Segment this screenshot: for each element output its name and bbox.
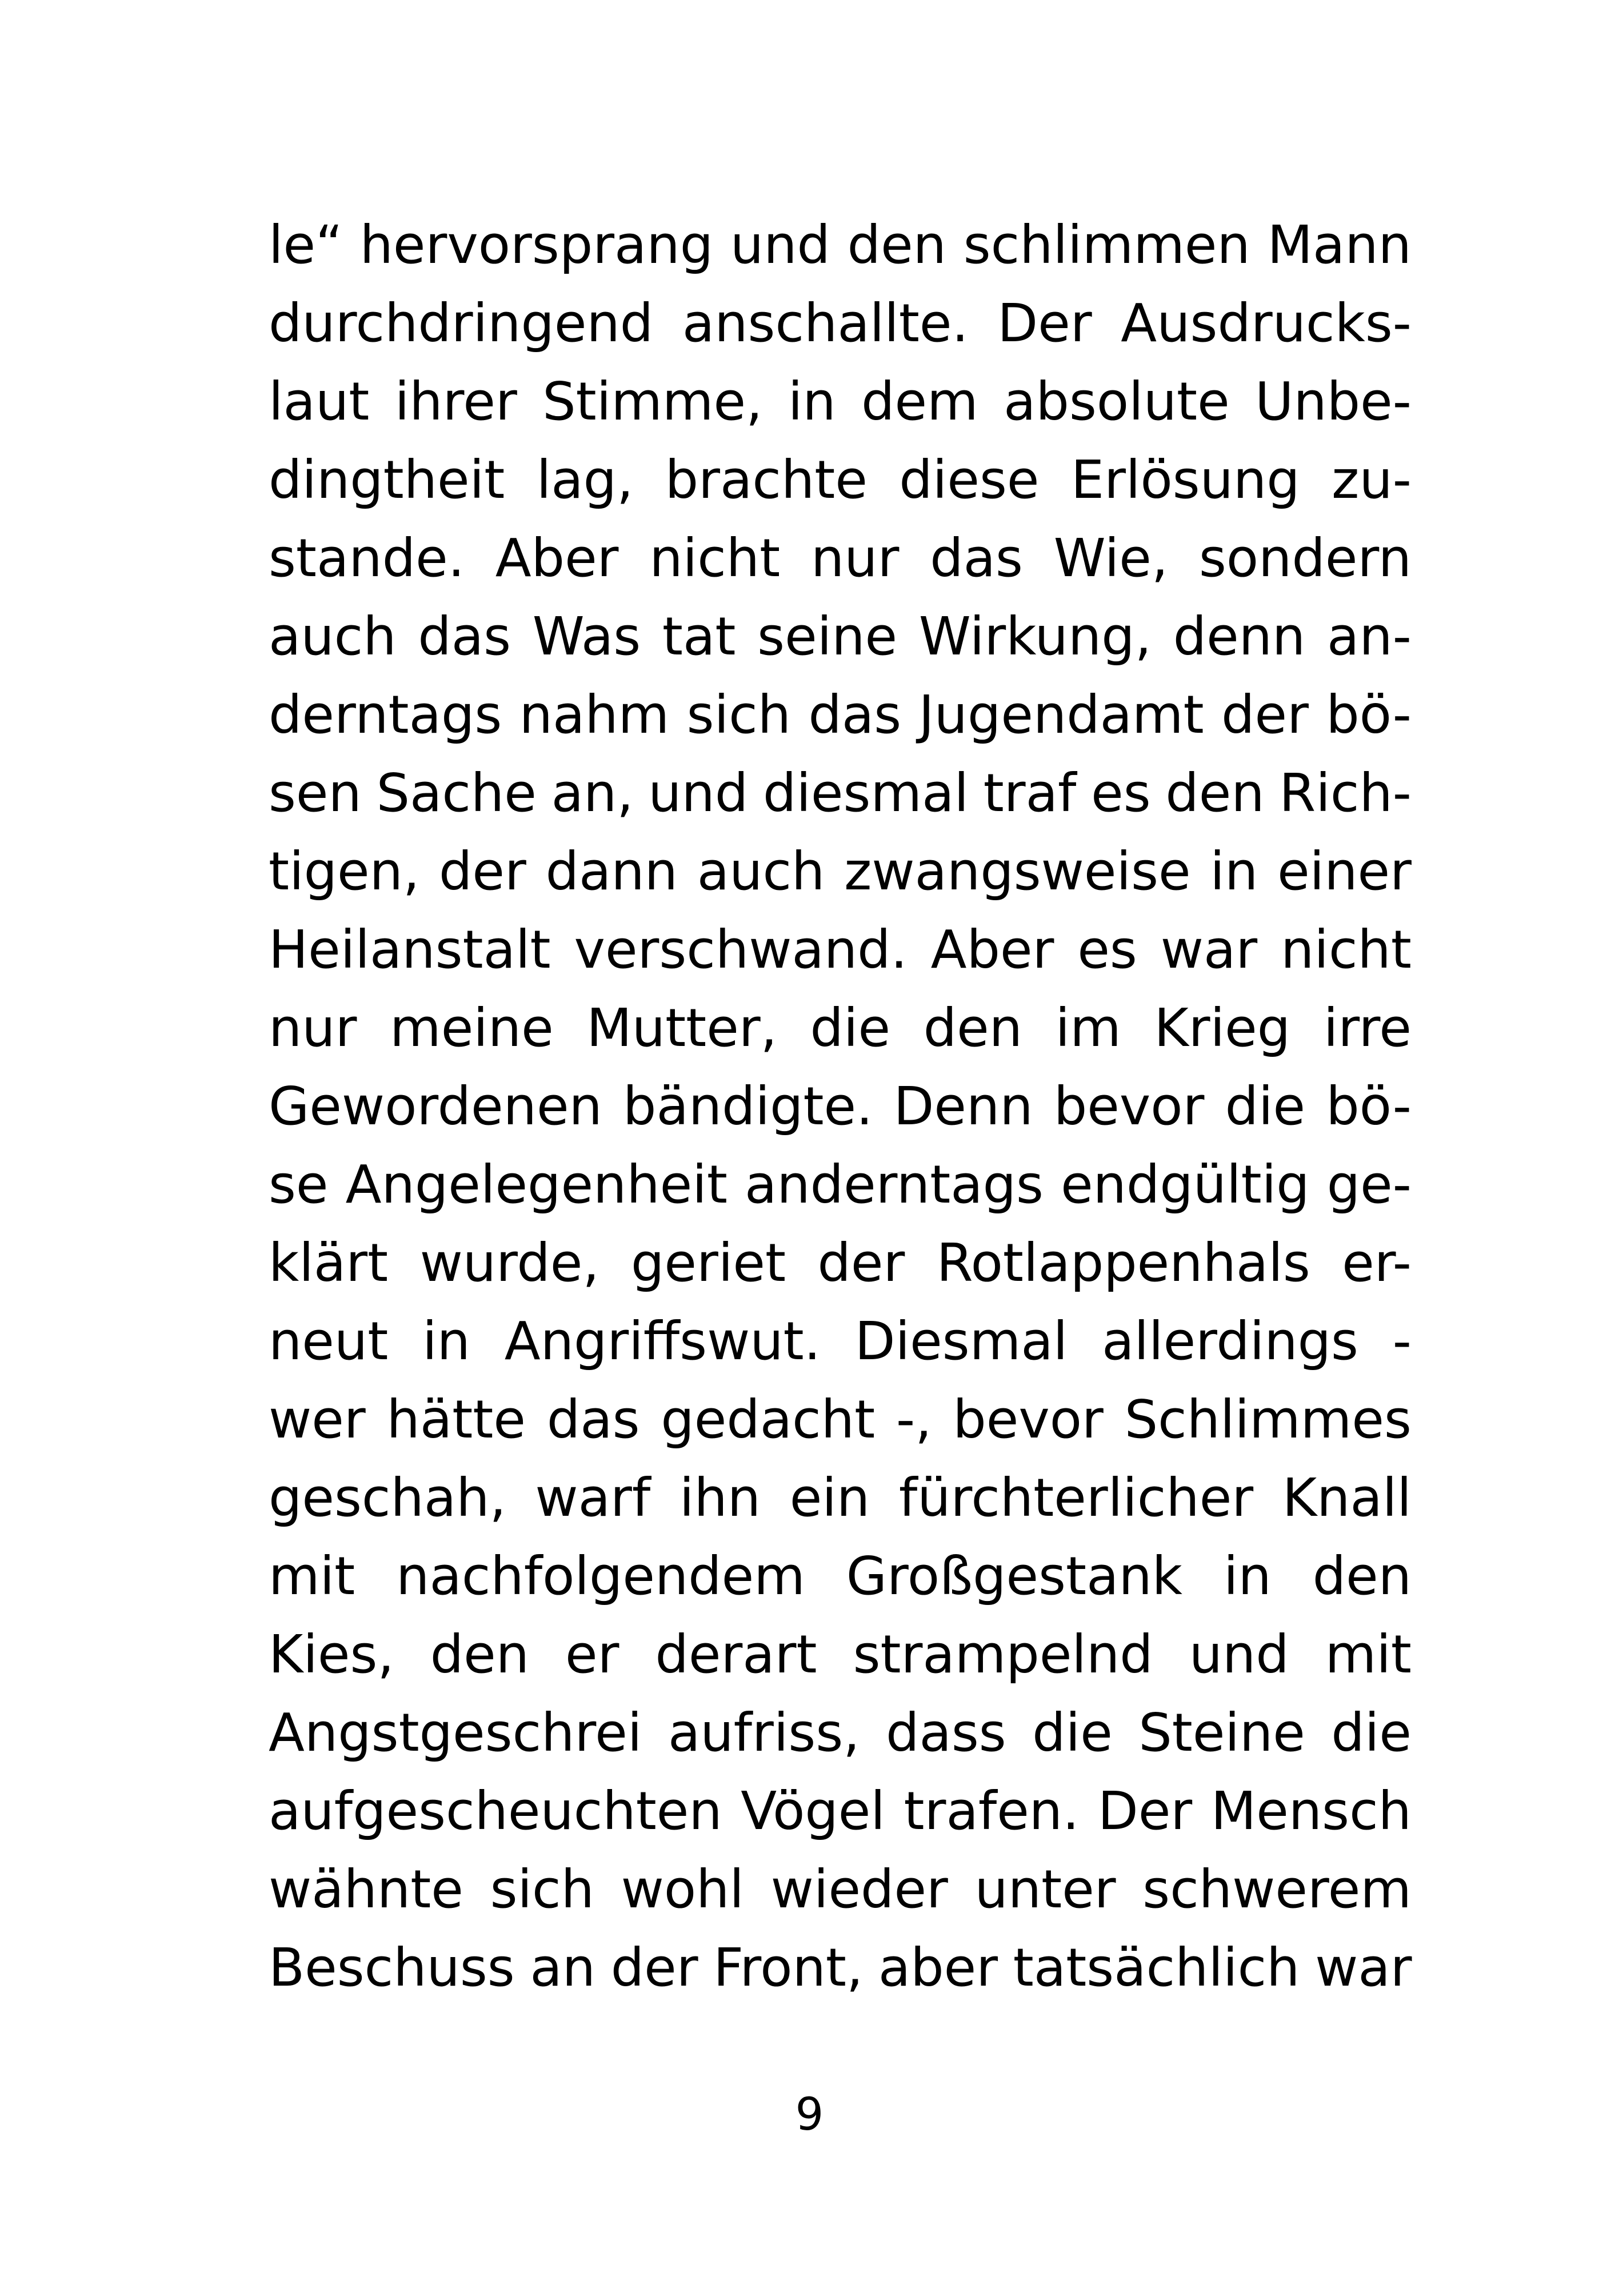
word: dass [886,1702,1006,1763]
word: die [1331,1702,1412,1763]
word: Kies, [269,1624,394,1685]
word: das [418,606,511,667]
word: Angstgeschrei [269,1702,642,1763]
word: an, [551,762,634,824]
word: aber [878,1937,998,1998]
word: le“ [269,214,343,275]
word: nicht [1281,919,1412,980]
word: Diesmal [854,1311,1068,1372]
word: im [1055,997,1121,1059]
word: Aber [930,919,1054,980]
word: in [1223,1546,1272,1607]
word: Unbe- [1255,371,1412,432]
text-line [269,597,1412,676]
word: den [430,1624,529,1685]
word: anderntags [745,1154,1044,1215]
word: tatsächlich [1013,1937,1300,1998]
word: und [1189,1624,1289,1685]
word: bö- [1326,1076,1412,1137]
word: Angelegenheit [345,1154,727,1215]
word: Ausdrucks- [1121,293,1412,354]
word: neut [269,1311,389,1372]
word: ein [789,1467,870,1528]
word: Krieg [1154,997,1291,1059]
word: dem [861,371,978,432]
word: den [1312,1546,1412,1607]
word: er [565,1624,619,1685]
text-line [269,1537,1412,1615]
word: Rotlappenhals [936,1232,1310,1293]
word: endgültig [1061,1154,1310,1215]
word: wohl [621,1859,744,1920]
word: der [1221,684,1309,745]
word: absolute [1004,371,1230,432]
word: Vögel [741,1780,885,1842]
word: Mann [1267,214,1412,275]
text-line [269,1380,1412,1459]
word: derart [655,1624,817,1685]
word: sich [490,1859,594,1920]
word: nachfolgendem [396,1546,805,1607]
word: Aber [495,528,619,589]
text-line [269,676,1412,754]
word: in [1210,841,1258,902]
word: hätte [386,1389,526,1450]
text-line [269,1694,1412,1772]
word: - [1392,1311,1412,1372]
word: Mensch [1210,1780,1412,1842]
word: nahm [519,684,670,745]
word: sondern [1198,528,1412,589]
word: aufriss, [667,1702,860,1763]
body-text [269,206,1412,2007]
word: der [610,1937,698,1998]
word: Wie, [1053,528,1169,589]
word: se [269,1154,329,1215]
text-line [269,1145,1412,1224]
word: diese [899,449,1040,510]
word: Knall [1282,1467,1412,1528]
word: gedacht [661,1389,876,1450]
word: an [530,1937,596,1998]
word: wurde, [419,1232,599,1293]
word: fürchterlicher [898,1467,1254,1528]
text-line [269,1772,1412,1850]
word: der [438,841,526,902]
word: geriet [631,1232,786,1293]
word: wieder [770,1859,948,1920]
word: tigen, [269,841,420,902]
word: der [817,1232,905,1293]
text-line [269,1067,1412,1145]
word: tat [662,606,736,667]
word: -, [896,1389,932,1450]
word: auch [269,606,397,667]
word: sen [269,762,362,824]
word: Stimme, [542,371,763,432]
text-line [269,284,1412,362]
text-line [269,362,1412,441]
word: mit [1325,1624,1412,1685]
word: Großgestank [846,1546,1183,1607]
word: an- [1327,606,1412,667]
word: Front, [713,1937,864,1998]
word: einer [1277,841,1412,902]
word: sich [686,684,791,745]
word: Mutter, [586,997,777,1059]
word: bevor [1053,1076,1205,1137]
text-line [269,519,1412,597]
word: trafen. [904,1780,1080,1842]
word: derntags [269,684,502,745]
word: den [1165,762,1265,824]
word: traf [983,762,1077,824]
word: meine [390,997,554,1059]
word: zwangsweise [844,841,1191,902]
text-line [269,1459,1412,1537]
word: bändigte. [623,1076,873,1137]
word: Der [997,293,1092,354]
word: laut [269,371,370,432]
word: geschah, [269,1467,506,1528]
word: es [1091,762,1151,824]
word: anschallte. [682,293,969,354]
word: Heilanstalt [269,919,551,980]
word: denn [1173,606,1306,667]
page-number: 9 [795,2089,824,2141]
text-line [269,1302,1412,1380]
word: dann [545,841,678,902]
word: allerdings [1102,1311,1358,1372]
text-line [269,1928,1412,2007]
word: unter [974,1859,1116,1920]
word: nicht [649,528,781,589]
word: den [923,997,1023,1059]
word: Steine [1138,1702,1305,1763]
word: mit [269,1546,355,1607]
word: klärt [269,1232,389,1293]
text-line [269,989,1412,1067]
word: Sache [376,762,537,824]
word: Beschuss [269,1937,515,1998]
text-line [269,206,1412,284]
word: irre [1323,997,1412,1059]
word: brachte [665,449,868,510]
word: ge- [1326,1154,1412,1215]
word: warf [535,1467,651,1528]
word: war [1315,1937,1412,1998]
word: es [1077,919,1137,980]
word: die [810,997,891,1059]
word: bevor [953,1389,1104,1450]
word: ihrer [394,371,517,432]
word: das [546,1389,640,1450]
text-line [269,832,1412,911]
word: ihn [679,1467,761,1528]
word: Gewordenen [269,1076,602,1137]
word: seine [757,606,898,667]
word: diesmal [762,762,969,824]
word: war [1160,919,1258,980]
word: und [648,762,749,824]
word: Wirkung, [918,606,1152,667]
text-line [269,1850,1412,1928]
word: dingtheit [269,449,505,510]
word: Jugendamt [918,684,1204,745]
word: verschwand. [574,919,908,980]
word: auch [697,841,825,902]
word: Erlösung [1070,449,1300,510]
word: Angriffswut. [504,1311,821,1372]
word: nur [269,997,357,1059]
word: in [787,371,836,432]
word: das [808,684,902,745]
text-line [269,911,1412,989]
word: lag, [536,449,634,510]
word: in [422,1311,470,1372]
word: die [1032,1702,1113,1763]
word: wer [269,1389,366,1450]
word: den [847,214,946,275]
word: Denn [893,1076,1033,1137]
text-line [269,1224,1412,1302]
word: Was [532,606,641,667]
word: Schlimmes [1124,1389,1412,1450]
word: nur [810,528,900,589]
word: hervorsprang [359,214,714,275]
word: er- [1342,1232,1412,1293]
word: stande. [269,528,465,589]
word: und [730,214,830,275]
word: das [930,528,1023,589]
word: wähnte [269,1859,463,1920]
word: aufgescheuchten [269,1780,722,1842]
word: Der [1097,1780,1193,1842]
word: durchdringend [269,293,654,354]
text-line [269,1615,1412,1694]
word: schwerem [1142,1859,1412,1920]
text-line [269,441,1412,519]
word: die [1225,1076,1306,1137]
word: bö- [1326,684,1412,745]
word: Rich- [1279,762,1412,824]
text-line [269,754,1412,832]
word: schlimmen [963,214,1250,275]
word: strampelnd [853,1624,1153,1685]
word: zu- [1332,449,1412,510]
